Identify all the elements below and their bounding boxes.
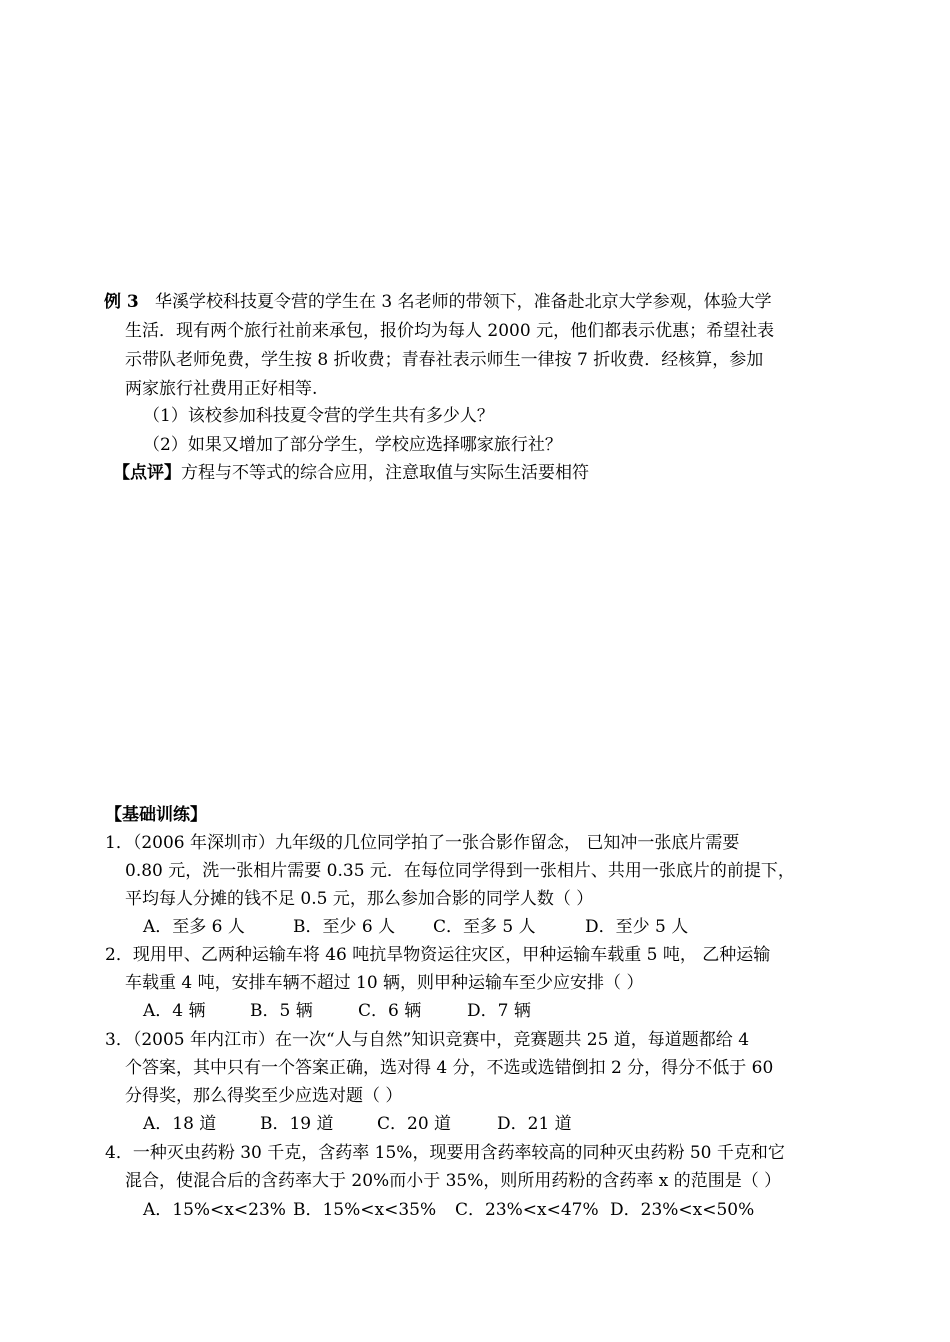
q2-line-1: 2．现用甲、乙两种运输车将 46 吨抗旱物资运往灾区，甲种运输车载重 5 吨， 乙种运输	[105, 945, 771, 965]
example-line-2: 生活．现有两个旅行社前来承包，报价均为每人 2000 元，他们都表示优惠；希望社表	[125, 321, 775, 341]
example-question-1: （1）该校参加科技夏令营的学生共有多少人？	[143, 406, 494, 426]
comment	[113, 462, 589, 484]
comment-text: 方程与不等式的综合应用，注意取值与实际生活要相符	[181, 463, 589, 483]
q3-line-1: 3．（2005 年内江市）在一次“人与自然”知识竞赛中，竞赛题共 25 道，每道题都给 4	[105, 1030, 750, 1050]
q3-option-b: B．19 道	[260, 1114, 334, 1134]
q3-line-3: 分得奖，那么得奖至少应选对题（ ）	[125, 1086, 403, 1106]
q1-line-2: 0.80 元，洗一张相片需要 0.35 元．在每位同学得到一张相片、共用一张底片的前提下，	[125, 861, 795, 881]
q1-option-d: D．至少 5 人	[585, 917, 689, 937]
example-line-3: 示带队老师免费，学生按 8 折收费；青春社表示师生一律按 7 折收费．经核算，参加	[125, 350, 764, 370]
q2-option-b: B．5 辆	[250, 1001, 313, 1021]
q4-line-2: 混合，使混合后的含药率大于 20%而小于 35%，则所用药粉的含药率 x 的范围是（ ）	[125, 1171, 782, 1191]
q1-option-a: A．至多 6 人	[143, 917, 245, 937]
q1-line-1: 1．（2006 年深圳市）九年级的几位同学拍了一张合影作留念， 已知冲一张底片需要	[105, 833, 740, 853]
q1-option-b: B．至少 6 人	[293, 917, 396, 937]
example-line-1: 华溪学校科技夏令营的学生在 3 名老师的带领下，准备赴北京大学参观，体验大学	[155, 292, 772, 312]
q1-option-c: C．至多 5 人	[433, 917, 536, 937]
q3-option-d: D．21 道	[497, 1114, 572, 1134]
comment-label: 【点评】	[113, 463, 181, 483]
q1-line-3: 平均每人分摊的钱不足 0.5 元，那么参加合影的同学人数（ ）	[125, 889, 594, 909]
section-heading: 【基础训练】	[105, 805, 207, 825]
q4-option-b: B．15%<x<35%	[293, 1200, 437, 1220]
q3-option-c: C．20 道	[377, 1114, 452, 1134]
q2-option-d: D．7 辆	[467, 1001, 531, 1021]
q4-option-c: C．23%<x<47%	[455, 1200, 599, 1220]
q2-line-2: 车载重 4 吨，安排车辆不超过 10 辆，则甲种运输车至少应安排（ ）	[125, 973, 644, 993]
q3-option-a: A．18 道	[143, 1114, 217, 1134]
q4-option-d: D．23%<x<50%	[610, 1200, 755, 1220]
example-label: 例 3	[104, 292, 139, 312]
example-line-4: 两家旅行社费用正好相等.	[125, 379, 318, 399]
example-question-2: （2）如果又增加了部分学生，学校应选择哪家旅行社？	[143, 435, 562, 455]
q2-option-c: C．6 辆	[358, 1001, 422, 1021]
q2-option-a: A．4 辆	[143, 1001, 206, 1021]
q4-line-1: 4．一种灭虫药粉 30 千克，含药率 15%，现要用含药率较高的同种灭虫药粉 50 千克和它	[105, 1143, 785, 1163]
q4-option-a: A．15%<x<23%	[143, 1200, 286, 1220]
q3-line-2: 个答案，其中只有一个答案正确，选对得 4 分，不选或选错倒扣 2 分，得分不低于 60	[125, 1058, 774, 1078]
